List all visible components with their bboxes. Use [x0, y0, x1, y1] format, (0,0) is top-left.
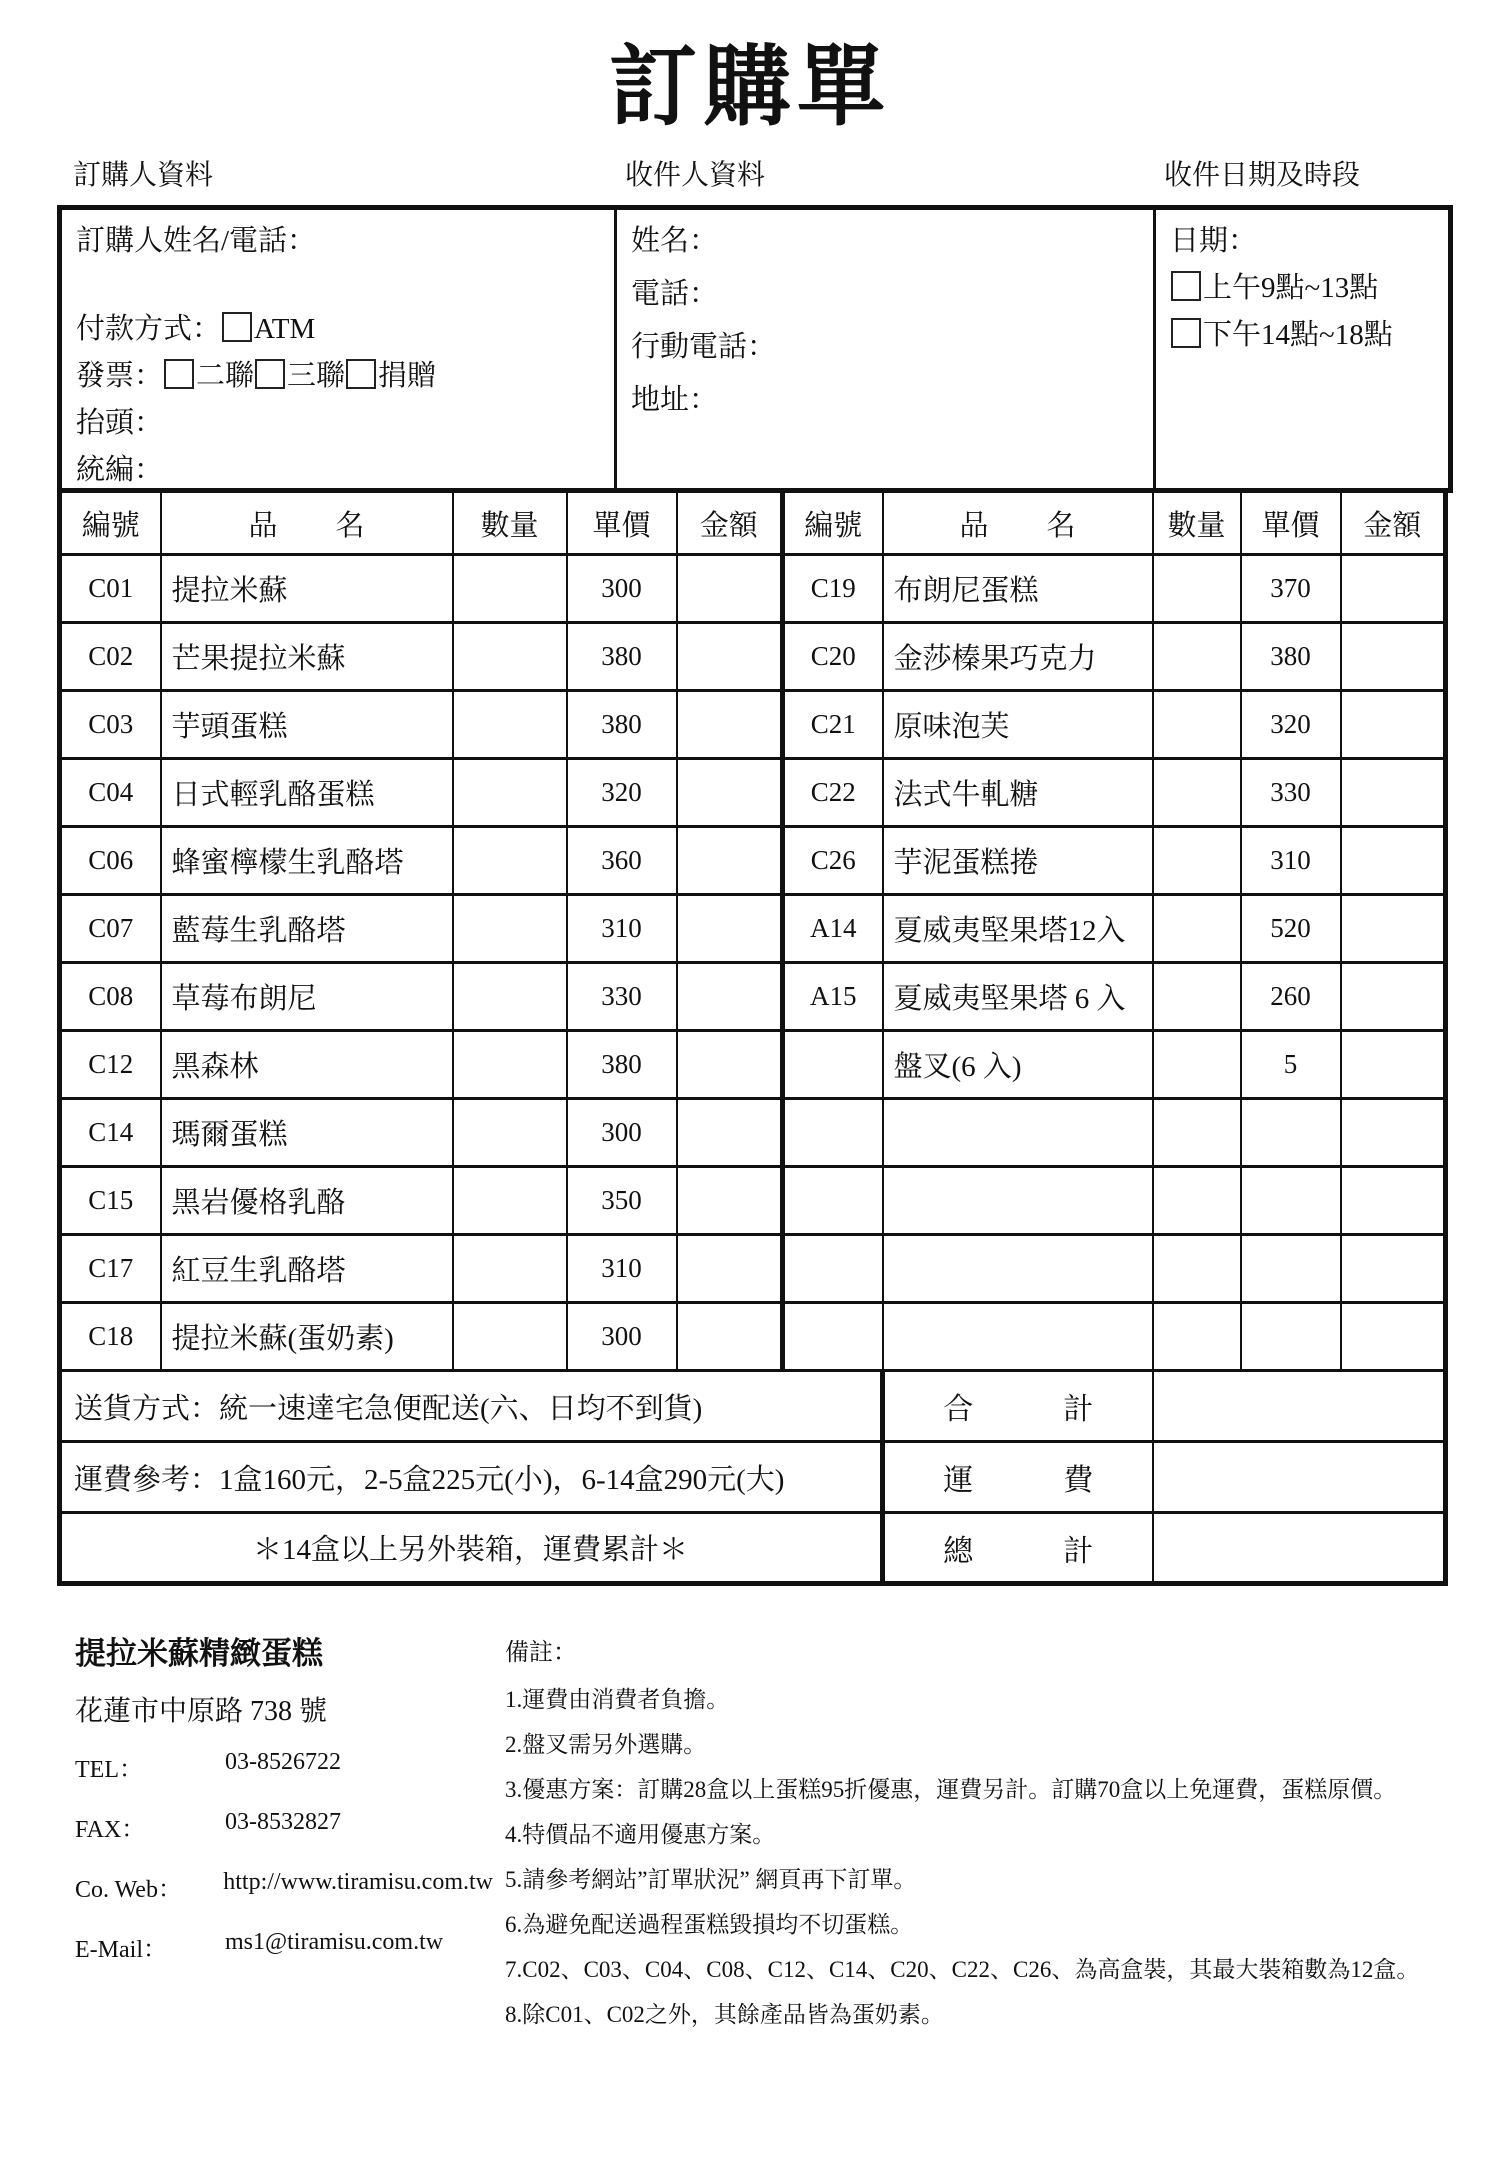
item-name-cell: 藍莓生乳酪塔 [161, 895, 453, 963]
item-code-cell: C15 [60, 1167, 161, 1235]
summary-section [60, 1371, 1446, 1584]
note-item: 1.運費由消費者負擔。 [505, 1687, 730, 1713]
grand-total-value [1153, 1513, 1446, 1584]
note-item: 3.優惠方案：訂購28盒以上蛋糕95折優惠，運費另計。訂購70盒以上免運費，蛋糕原價。 [505, 1777, 1397, 1803]
qty-cell [1153, 1099, 1241, 1167]
boxing-note-text: ＊14盒以上另外裝箱，運費累計＊ [60, 1513, 883, 1584]
qty-cell [1153, 963, 1241, 1031]
unit-price-cell [1241, 1099, 1341, 1167]
item-name-cell: 盤叉(6 入) [883, 1031, 1153, 1099]
unit-price-cell: 370 [1241, 555, 1341, 623]
qty-cell [1153, 827, 1241, 895]
amount-header: 金額 [1341, 491, 1446, 555]
amount-cell [677, 1099, 783, 1167]
amount-cell [677, 1303, 783, 1371]
contact-row [75, 1929, 493, 1964]
datetime-section-label: 收件日期及時段 [1164, 160, 1361, 192]
notes-block [505, 1628, 1419, 2047]
recipient-mobile-label: 行動電話： [631, 331, 777, 364]
qty-cell [453, 759, 567, 827]
table-row [60, 623, 1446, 691]
item-name-cell: 提拉米蘇(蛋奶素) [161, 1303, 453, 1371]
contact-row [75, 1749, 493, 1784]
recipient-phone-label: 電話： [631, 278, 719, 311]
unit-price-cell: 520 [1241, 895, 1341, 963]
item-code-cell: C22 [783, 759, 883, 827]
fax-value: 03-8532827 [225, 1809, 341, 1836]
page-title: 訂購單 [608, 40, 891, 137]
table-row [60, 1099, 1446, 1167]
footer [75, 1628, 1500, 2047]
note-item: 7.C02、C03、C04、C08、C12、C14、C20、C22、C26、為高盒裝，其最大裝箱數為12盒。 [505, 1957, 1420, 1983]
invoice-option-triplicate: 三聯 [287, 360, 346, 393]
item-name-cell: 提拉米蘇 [161, 555, 453, 623]
invoice-option-duplicate: 二聯 [196, 360, 255, 393]
item-name-cell: 黑岩優格乳酪 [161, 1167, 453, 1235]
item-code-cell: C07 [60, 895, 161, 963]
unit-price-cell [1241, 1303, 1341, 1371]
website-value: http://www.tiramisu.com.tw [223, 1869, 493, 1896]
unit-price-cell: 330 [567, 963, 677, 1031]
item-name-cell: 瑪爾蛋糕 [161, 1099, 453, 1167]
section-labels [57, 153, 1443, 193]
item-code-cell [783, 1031, 883, 1099]
unit-price-cell: 5 [1241, 1031, 1341, 1099]
amount-cell [1341, 963, 1446, 1031]
amount-cell [1341, 1235, 1446, 1303]
table-header-row [60, 491, 1446, 555]
payment-label: 付款方式： [76, 313, 222, 346]
company-info [75, 1628, 493, 2047]
unit-price-cell [1241, 1167, 1341, 1235]
amount-cell [1341, 827, 1446, 895]
qty-cell [453, 691, 567, 759]
amount-cell [1341, 1167, 1446, 1235]
notes-label: 備註： [505, 1640, 577, 1667]
recipient-box [614, 210, 1153, 488]
item-name-cell: 蜂蜜檸檬生乳酪塔 [161, 827, 453, 895]
invoice-donate-checkbox[interactable] [346, 359, 376, 389]
email-label: E-Mail： [75, 1937, 167, 1964]
invoice-option-donate: 捐贈 [378, 360, 437, 393]
table-row [60, 1303, 1446, 1371]
morning-slot-checkbox[interactable] [1171, 271, 1201, 301]
amount-cell [1341, 623, 1446, 691]
invoice-label: 發票： [76, 360, 164, 393]
item-name-cell: 草莓布朗尼 [161, 963, 453, 1031]
company-name: 提拉米蘇精緻蛋糕 [75, 1636, 323, 1672]
unit-price-cell: 320 [1241, 691, 1341, 759]
contact-row [75, 1809, 493, 1844]
amount-cell [1341, 691, 1446, 759]
datetime-box [1153, 210, 1448, 488]
summary-row-grand-total [60, 1513, 1446, 1584]
item-code-cell: C19 [783, 555, 883, 623]
unit-price-cell: 380 [567, 623, 677, 691]
tel-value: 03-8526722 [225, 1749, 341, 1776]
item-name-cell: 芒果提拉米蘇 [161, 623, 453, 691]
unit-price-cell: 310 [567, 895, 677, 963]
date-label: 日期： [1170, 225, 1258, 258]
item-code-cell: C18 [60, 1303, 161, 1371]
afternoon-slot-line [1170, 316, 1448, 354]
table-row [60, 1235, 1446, 1303]
item-name-cell: 法式牛軋糖 [883, 759, 1153, 827]
qty-cell [453, 555, 567, 623]
unit-price-cell: 300 [567, 1099, 677, 1167]
qty-cell [453, 963, 567, 1031]
grand-total-label: 總 計 [883, 1513, 1153, 1584]
amount-cell [677, 1235, 783, 1303]
item-name-cell [883, 1235, 1153, 1303]
table-row [60, 963, 1446, 1031]
item-code-cell: C20 [783, 623, 883, 691]
item-name-cell [883, 1099, 1153, 1167]
unit-price-cell: 260 [1241, 963, 1341, 1031]
amount-cell [677, 691, 783, 759]
unit-price-header: 單價 [1241, 491, 1341, 555]
recipient-name-label: 姓名： [631, 225, 719, 258]
item-name-cell: 芋頭蛋糕 [161, 691, 453, 759]
unit-price-cell: 380 [1241, 623, 1341, 691]
qty-cell [1153, 1167, 1241, 1235]
unit-price-cell: 320 [567, 759, 677, 827]
recipient-section-label: 收件人資料 [625, 160, 766, 192]
item-name-cell: 布朗尼蛋糕 [883, 555, 1153, 623]
item-code-cell: C26 [783, 827, 883, 895]
qty-cell [1153, 555, 1241, 623]
unit-price-cell: 300 [567, 555, 677, 623]
afternoon-slot-checkbox[interactable] [1171, 318, 1201, 348]
morning-slot-line [1170, 269, 1448, 307]
unit-price-cell: 350 [567, 1167, 677, 1235]
qty-cell [453, 1031, 567, 1099]
amount-cell [677, 895, 783, 963]
item-code-cell: C17 [60, 1235, 161, 1303]
summary-row-shipping [60, 1442, 1446, 1513]
payment-line [76, 310, 614, 348]
item-code-cell: C06 [60, 827, 161, 895]
amount-cell [677, 1031, 783, 1099]
item-name-cell: 金莎榛果巧克力 [883, 623, 1153, 691]
unit-price-cell: 380 [567, 691, 677, 759]
item-code-cell [783, 1099, 883, 1167]
item-code-cell: C12 [60, 1031, 161, 1099]
shipping-fee-label: 運 費 [883, 1442, 1153, 1513]
amount-cell [677, 1167, 783, 1235]
item-code-cell [783, 1303, 883, 1371]
amount-cell [1341, 555, 1446, 623]
qty-cell [1153, 1031, 1241, 1099]
shipping-fee-value [1153, 1442, 1446, 1513]
afternoon-slot-label: 下午14點~18點 [1203, 319, 1393, 352]
qty-cell [1153, 623, 1241, 691]
item-code-cell: C21 [783, 691, 883, 759]
qty-cell [453, 895, 567, 963]
unit-price-cell: 380 [567, 1031, 677, 1099]
unit-price-cell: 360 [567, 827, 677, 895]
item-code-cell [783, 1235, 883, 1303]
payment-option-atm: ATM [254, 313, 316, 346]
tel-label: TEL： [75, 1757, 143, 1784]
qty-cell [1153, 895, 1241, 963]
orderer-name-phone-label: 訂購人姓名/電話： [76, 225, 317, 258]
item-name-cell: 原味泡芙 [883, 691, 1153, 759]
amount-cell [1341, 895, 1446, 963]
unit-price-header: 單價 [567, 491, 677, 555]
website-label: Co. Web： [75, 1877, 182, 1904]
qty-cell [453, 1303, 567, 1371]
qty-cell [453, 1099, 567, 1167]
qty-cell [453, 623, 567, 691]
code-header: 編號 [783, 491, 883, 555]
qty-cell [1153, 1235, 1241, 1303]
invoice-line [76, 357, 614, 395]
fax-label: FAX： [75, 1817, 146, 1844]
amount-cell [1341, 759, 1446, 827]
atm-checkbox[interactable] [222, 312, 252, 342]
qty-cell [1153, 691, 1241, 759]
invoice-duplicate-checkbox[interactable] [164, 359, 194, 389]
table-row [60, 759, 1446, 827]
item-name-cell [883, 1167, 1153, 1235]
subtotal-value [1153, 1371, 1446, 1442]
order-items-body [60, 555, 1446, 1371]
item-code-cell: C03 [60, 691, 161, 759]
item-name-cell: 黑森林 [161, 1031, 453, 1099]
note-item: 2.盤叉需另外選購。 [505, 1732, 707, 1758]
item-code-cell: C14 [60, 1099, 161, 1167]
qty-header: 數量 [453, 491, 567, 555]
item-name-cell: 夏威夷堅果塔12入 [883, 895, 1153, 963]
qty-cell [453, 827, 567, 895]
qty-header: 數量 [1153, 491, 1241, 555]
table-row [60, 691, 1446, 759]
qty-cell [1153, 1303, 1241, 1371]
item-code-cell: C02 [60, 623, 161, 691]
qty-cell [1153, 759, 1241, 827]
item-code-cell [783, 1167, 883, 1235]
table-row [60, 895, 1446, 963]
recipient-address-label: 地址： [631, 384, 719, 417]
code-header: 編號 [60, 491, 161, 555]
table-row [60, 1031, 1446, 1099]
qty-cell [453, 1167, 567, 1235]
unit-price-cell: 300 [567, 1303, 677, 1371]
item-code-cell: C04 [60, 759, 161, 827]
orderer-section-label: 訂購人資料 [73, 160, 214, 192]
order-table [57, 488, 1448, 1586]
note-item: 4.特價品不適用優惠方案。 [505, 1822, 776, 1848]
item-code-cell: C01 [60, 555, 161, 623]
summary-row-total [60, 1371, 1446, 1442]
item-name-cell: 紅豆生乳酪塔 [161, 1235, 453, 1303]
tax-id-label: 統編： [76, 454, 164, 487]
name-header: 品 名 [883, 491, 1153, 555]
unit-price-cell: 310 [1241, 827, 1341, 895]
item-name-cell [883, 1303, 1153, 1371]
amount-cell [1341, 1303, 1446, 1371]
amount-cell [677, 623, 783, 691]
subtotal-label: 合 計 [883, 1371, 1153, 1442]
item-name-cell: 芋泥蛋糕捲 [883, 827, 1153, 895]
item-name-cell: 夏威夷堅果塔 6 入 [883, 963, 1153, 1031]
note-item: 5.請參考網站”訂單狀況” 網頁再下訂單。 [505, 1867, 917, 1893]
table-row [60, 1167, 1446, 1235]
amount-cell [677, 759, 783, 827]
invoice-triplicate-checkbox[interactable] [255, 359, 285, 389]
email-value: ms1@tiramisu.com.tw [225, 1929, 444, 1956]
shipping-fee-reference-text: 運費參考：1盒160元，2-5盒225元(小)，6-14盒290元(大) [60, 1442, 883, 1513]
note-item: 6.為避免配送過程蛋糕毀損均不切蛋糕。 [505, 1912, 914, 1938]
item-code-cell: C08 [60, 963, 161, 1031]
amount-cell [1341, 1031, 1446, 1099]
morning-slot-label: 上午9點~13點 [1203, 272, 1379, 305]
item-name-cell: 日式輕乳酪蛋糕 [161, 759, 453, 827]
table-row [60, 555, 1446, 623]
amount-cell [677, 555, 783, 623]
amount-cell [677, 827, 783, 895]
info-grid [57, 205, 1453, 493]
table-row [60, 827, 1446, 895]
invoice-title-label: 抬頭： [76, 407, 164, 440]
shipping-method-text: 送貨方式：統一速達宅急便配送(六、日均不到貨) [60, 1371, 883, 1442]
orderer-box [62, 210, 614, 488]
note-item: 8.除C01、C02之外，其餘產品皆為蛋奶素。 [505, 2002, 944, 2028]
name-header: 品 名 [161, 491, 453, 555]
item-code-cell: A15 [783, 963, 883, 1031]
unit-price-cell: 310 [567, 1235, 677, 1303]
amount-cell [677, 963, 783, 1031]
amount-header: 金額 [677, 491, 783, 555]
amount-cell [1341, 1099, 1446, 1167]
item-code-cell: A14 [783, 895, 883, 963]
qty-cell [453, 1235, 567, 1303]
unit-price-cell: 330 [1241, 759, 1341, 827]
contact-row [75, 1869, 493, 1904]
unit-price-cell [1241, 1235, 1341, 1303]
company-address: 花蓮市中原路 738 號 [75, 1696, 328, 1728]
